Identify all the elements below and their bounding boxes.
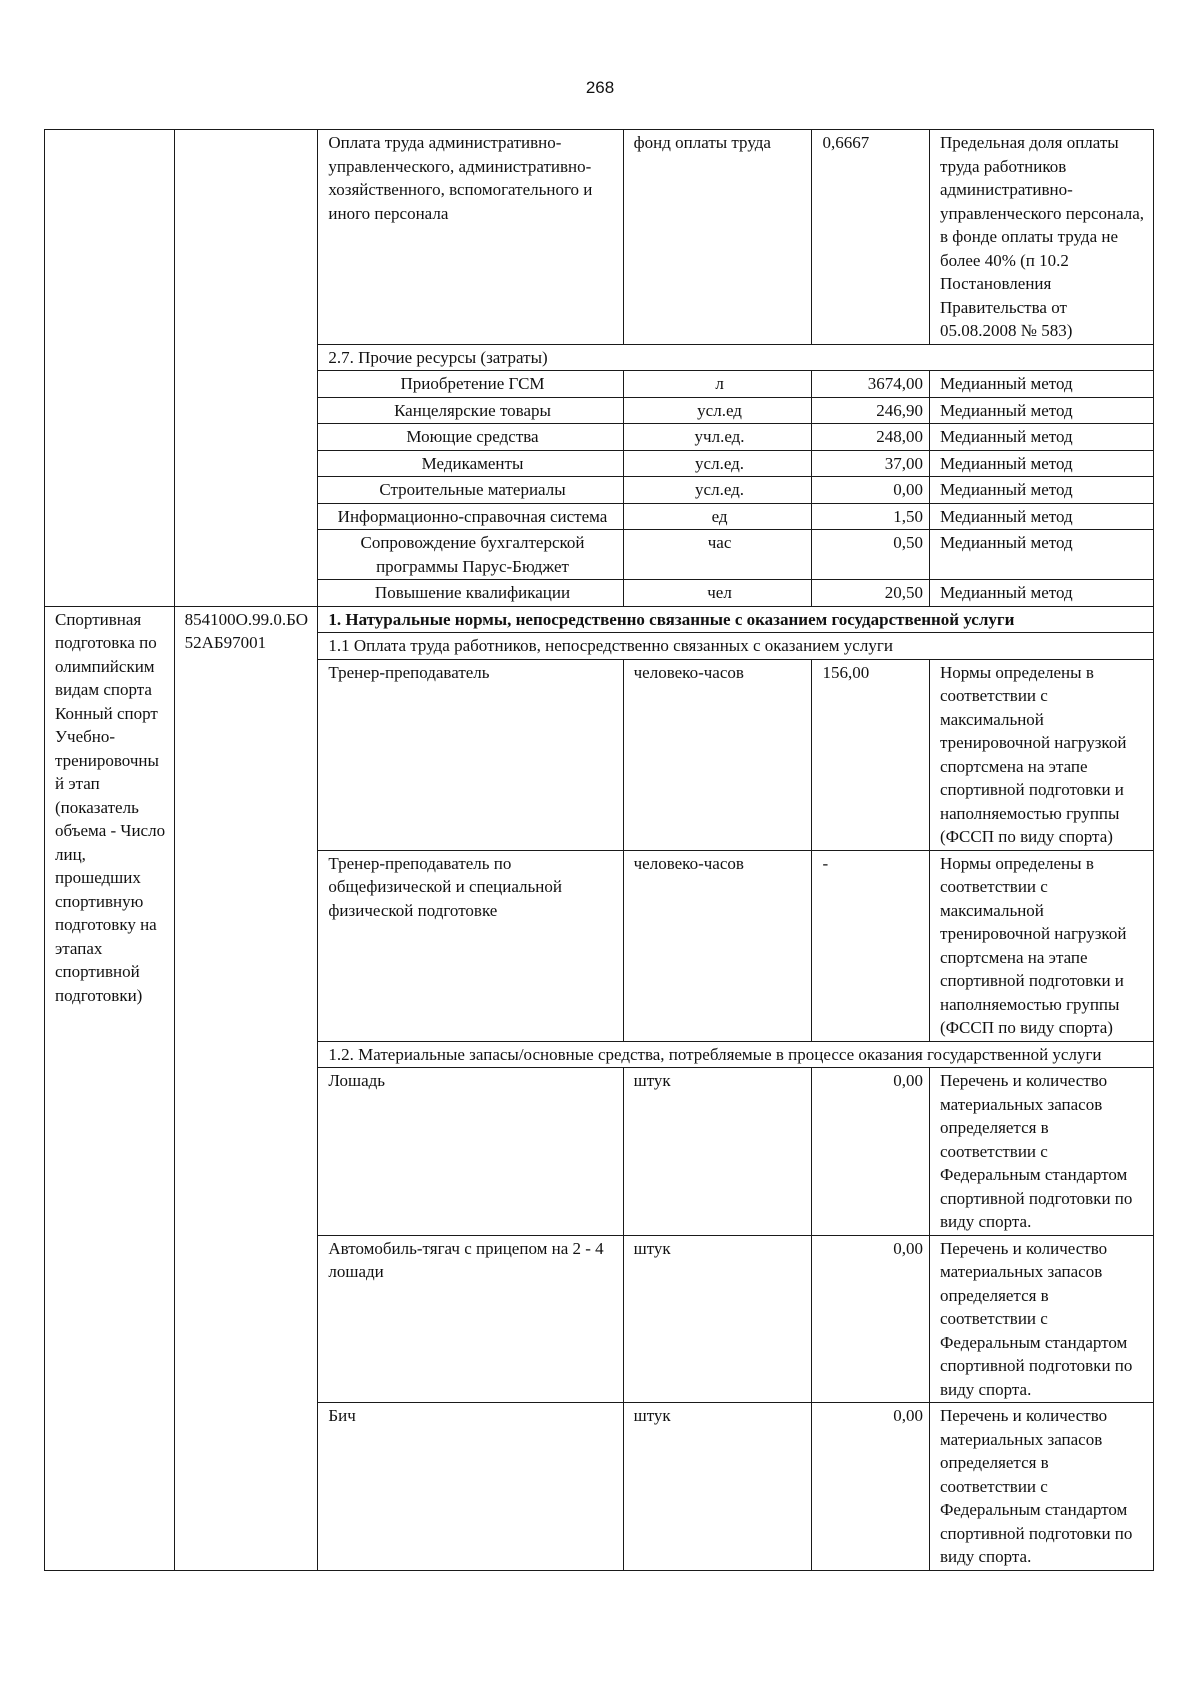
staff-value: 156,00	[812, 659, 929, 850]
resource-value: 20,50	[812, 580, 929, 607]
resource-name: Сопровождение бухгалтерской программы Парус-Бюджет	[318, 530, 623, 580]
material-note: Перечень и количество материальных запасов определяется в соответствии с Федеральным стандартом спортивной подготовки по виду спорта.	[929, 1068, 1153, 1236]
resource-value: 37,00	[812, 450, 929, 477]
resource-value: 246,90	[812, 397, 929, 424]
service-name: Спортивная подготовка по олимпийским видам спорта Конный спорт Учебно-тренировочный этап (показатель объема - Число лиц, прошедших спортивную подготовку на этапах спортивной подготовки)	[45, 606, 175, 1570]
material-value: 0,00	[812, 1403, 929, 1571]
section-2-7-heading: 2.7. Прочие ресурсы (затраты)	[318, 344, 1154, 371]
staff-name: Тренер-преподаватель по общефизической и специальной физической подготовке	[318, 850, 623, 1041]
resource-name: Канцелярские товары	[318, 397, 623, 424]
resource-method: Медианный метод	[929, 477, 1153, 504]
resource-unit: усл.ед.	[623, 477, 812, 504]
material-name: Автомобиль-тягач с прицепом на 2 - 4 лошади	[318, 1235, 623, 1403]
resource-unit: чел	[623, 580, 812, 607]
staff-name: Тренер-преподаватель	[318, 659, 623, 850]
resource-method: Медианный метод	[929, 371, 1153, 398]
normative-costs-table	[44, 129, 1154, 1571]
resource-method: Медианный метод	[929, 397, 1153, 424]
admin-pay-value: 0,6667	[812, 130, 929, 345]
resource-name: Строительные материалы	[318, 477, 623, 504]
resource-name: Информационно-справочная система	[318, 503, 623, 530]
staff-note: Нормы определены в соответствии с максимальной тренировочной нагрузкой спортсмена на этапе спортивной подготовки и наполняемостью группы (ФССП по виду спорта)	[929, 659, 1153, 850]
resource-method: Медианный метод	[929, 530, 1153, 580]
material-name: Лошадь	[318, 1068, 623, 1236]
table-row	[45, 130, 1154, 345]
material-note: Перечень и количество материальных запасов определяется в соответствии с Федеральным стандартом спортивной подготовки по виду спорта.	[929, 1403, 1153, 1571]
resource-value: 0,50	[812, 530, 929, 580]
material-value: 0,00	[812, 1235, 929, 1403]
service-code-cell-empty	[174, 130, 318, 607]
section-1-2-heading: 1.2. Материальные запасы/основные средства, потребляемые в процессе оказания государственной услуги	[318, 1041, 1154, 1068]
resource-unit: усл.ед	[623, 397, 812, 424]
resource-unit: час	[623, 530, 812, 580]
section-1-heading: 1. Натуральные нормы, непосредственно связанные с оказанием государственной услуги	[318, 606, 1154, 633]
resource-name: Медикаменты	[318, 450, 623, 477]
resource-name: Моющие средства	[318, 424, 623, 451]
material-unit: штук	[623, 1235, 812, 1403]
resource-name: Повышение квалификации	[318, 580, 623, 607]
resource-unit: учл.ед.	[623, 424, 812, 451]
section-1-1-heading: 1.1 Оплата труда работников, непосредственно связанных с оказанием услуги	[318, 633, 1154, 660]
resource-value: 0,00	[812, 477, 929, 504]
resource-unit: л	[623, 371, 812, 398]
resource-method: Медианный метод	[929, 450, 1153, 477]
resource-unit: ед	[623, 503, 812, 530]
resource-value: 248,00	[812, 424, 929, 451]
material-unit: штук	[623, 1403, 812, 1571]
resource-value: 1,50	[812, 503, 929, 530]
resource-method: Медианный метод	[929, 503, 1153, 530]
admin-pay-note: Предельная доля оплаты труда работников административно-управленческого персонала, в фонде оплаты труда не более 40% (п 10.2 Постановления Правительства от 05.08.2008 № 583)	[929, 130, 1153, 345]
admin-pay-unit: фонд оплаты труда	[623, 130, 812, 345]
material-name: Бич	[318, 1403, 623, 1571]
service-code: 854100О.99.0.БО52АБ97001	[174, 606, 318, 1570]
material-value: 0,00	[812, 1068, 929, 1236]
material-unit: штук	[623, 1068, 812, 1236]
resource-method: Медианный метод	[929, 580, 1153, 607]
staff-unit: человеко-часов	[623, 659, 812, 850]
staff-unit: человеко-часов	[623, 850, 812, 1041]
staff-note: Нормы определены в соответствии с максимальной тренировочной нагрузкой спортсмена на этапе спортивной подготовки и наполняемостью группы (ФССП по виду спорта)	[929, 850, 1153, 1041]
service-name-cell-empty	[45, 130, 175, 607]
material-note: Перечень и количество материальных запасов определяется в соответствии с Федеральным стандартом спортивной подготовки по виду спорта.	[929, 1235, 1153, 1403]
page-number: 268	[585, 78, 615, 97]
resource-value: 3674,00	[812, 371, 929, 398]
admin-pay-name: Оплата труда административно-управленческого, административно-хозяйственного, вспомогательного и иного персонала	[318, 130, 623, 345]
resource-method: Медианный метод	[929, 424, 1153, 451]
table-row	[45, 606, 1154, 633]
resource-unit: усл.ед.	[623, 450, 812, 477]
resource-name: Приобретение ГСМ	[318, 371, 623, 398]
staff-value: -	[812, 850, 929, 1041]
